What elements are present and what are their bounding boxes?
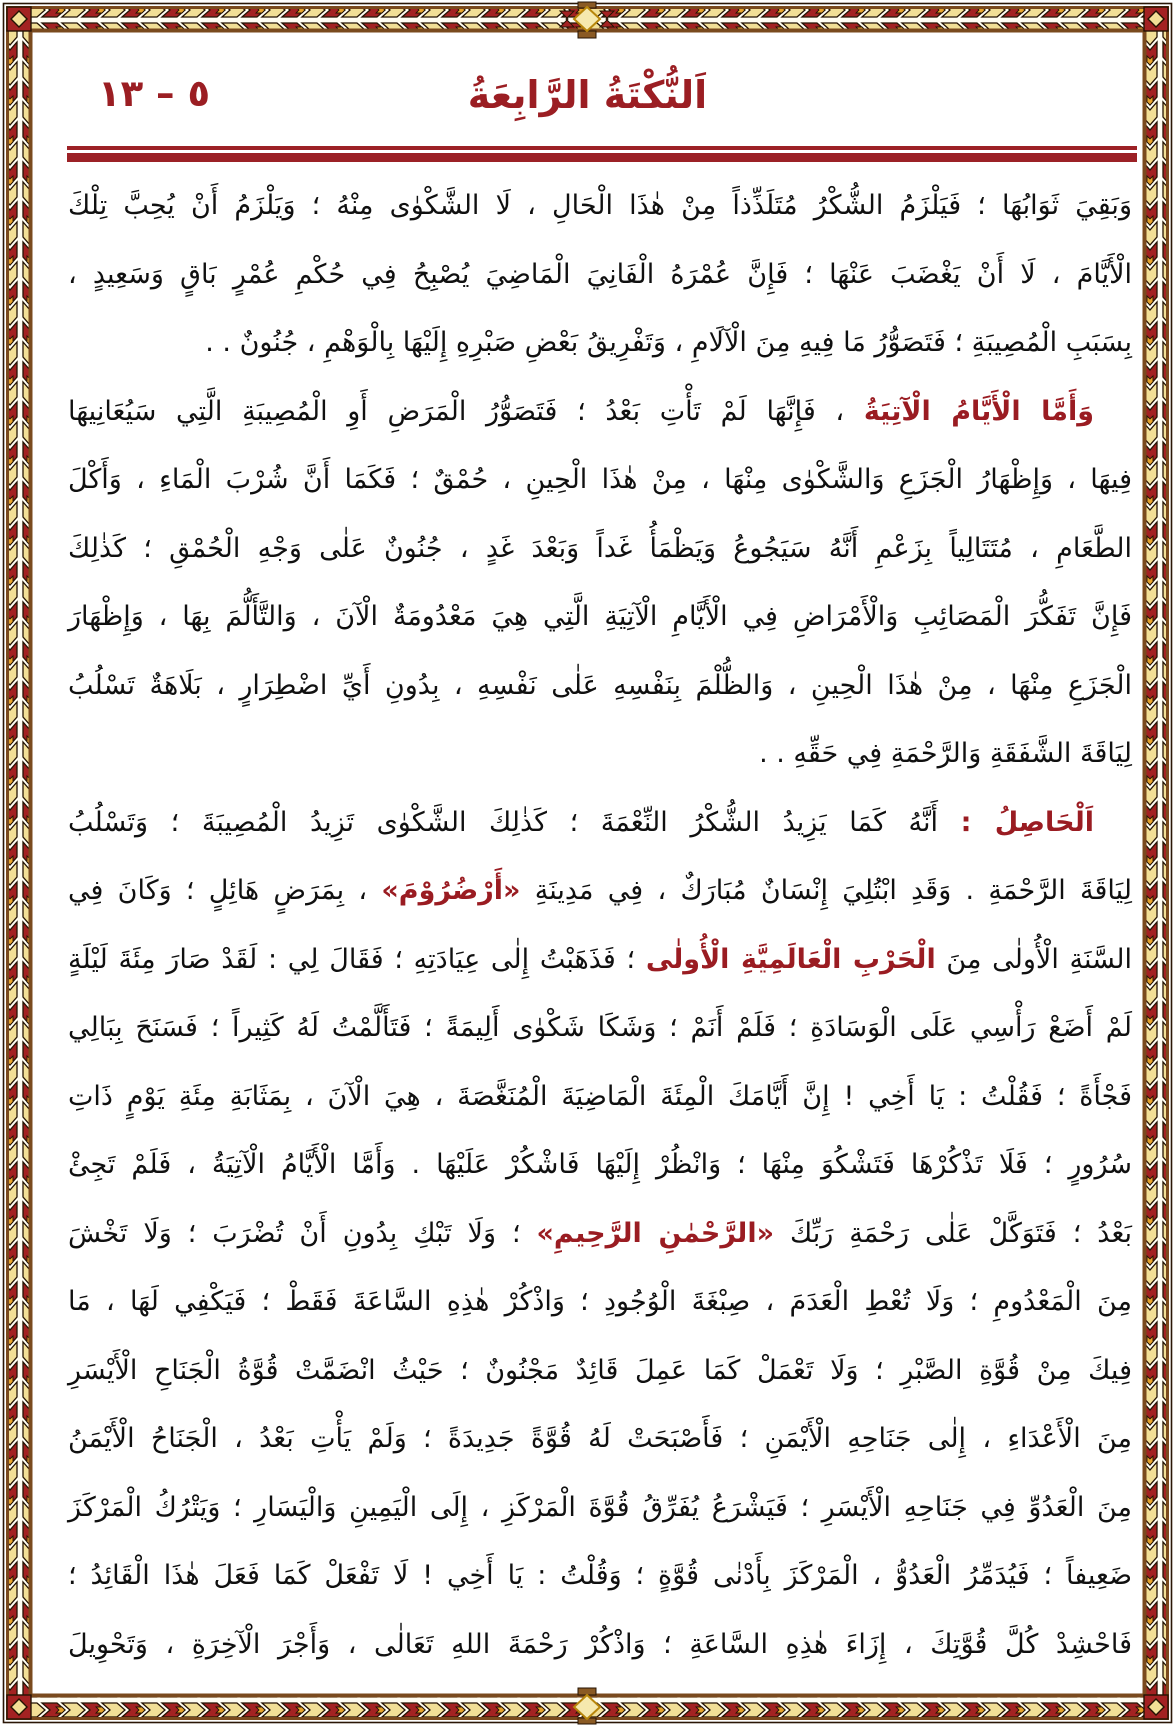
text-line [68, 583, 1132, 652]
text-line [68, 309, 1132, 378]
text-line [68, 857, 1132, 926]
text-line [68, 515, 1132, 584]
text-segment: لِيَاقَةَ الشَّفَقَةِ وَالرَّحْمَةِ فِي حَقِّهِ . . [759, 738, 1132, 769]
text-line [68, 1474, 1132, 1543]
text-line [68, 1063, 1132, 1132]
page-number: ٥ – ١٣ [98, 72, 211, 115]
text-segment: ضَعِيفاً ؛ فَيُدَمِّرُ الْعَدُوُّ ، الْمَرْكَزَ بِأَدْنٰى قُوَّةٍ ؛ وَقُلْتُ : يَا أَخِي ! لَا تَفْعَلْ كَمَا فَعَلَ هٰذَا الْقَائِدُ ؛ [68, 1560, 1132, 1591]
text-line [68, 652, 1132, 721]
highlighted-text-segment: «أَرْضُرُوْمَ» [381, 875, 521, 906]
divider-thick-line [67, 153, 1137, 162]
highlighted-text-segment: الْحَرْبِ الْعَالَمِيَّةِ الْأُولٰى [645, 943, 936, 975]
text-segment: مِنَ الْعَدُوِّ فِي جَنَاحِهِ الْأَيْسَرِ ؛ فَيَشْرَعُ يُفَرِّقُ قُوَّةَ الْمَرْكَزِ ، إِلَى الْيَمِينِ وَالْيَسَارِ ؛ وَيَتْرُكُ الْمَرْكَزَ [68, 1491, 1132, 1523]
text-segment: مِنَ الْمَعْدُومِ ؛ وَلَا تُعْطِ الْعَدَمَ ، صِبْغَةَ الْوُجُودِ ؛ وَاذْكُرْ هٰذِهِ السَّاعَةَ فَقَطْ ؛ فَيَكْفِي لَهَا ، مَا [68, 1286, 1132, 1317]
text-line [68, 994, 1132, 1063]
text-segment: سُرُورٍ ؛ فَلَا تَذْكُرْهَا فَتَشْكُوَ مِنْهَا ؛ وَانْظُرْ إِلَيْهَا فَاشْكُرْ عَلَيْهَا . وَأَمَّا الْأَيَّامُ الْآتِيَةُ ، فَلَمْ تَجِئْ [68, 1149, 1132, 1180]
text-segment: الطَّعَامِ ، مُتَتَالِياً بِزَعْمِ أَنَّهُ سَيَجُوعُ وَيَظْمَأُ غَداً وَبَعْدَ غَدٍ ، جُنُونٌ عَلٰى وَجْهِ الْحُمْقِ ؛ كَذٰلِكَ [68, 532, 1132, 564]
text-line [68, 241, 1132, 310]
text-line [68, 1542, 1132, 1611]
text-segment: لِيَاقَةَ الرَّحْمَةِ . وَقَدِ ابْتُلِيَ إِنْسَانٌ مُبَارَكٌ ، فِي مَدِينَةِ [520, 875, 1133, 906]
text-line [68, 378, 1132, 447]
text-segment: السَّنَةِ الْأُولٰى مِنَ [935, 943, 1132, 975]
text-segment: مِنَ الْأَعْدَاءِ ، إِلٰى جَنَاحِهِ الْأَيْمَنِ ؛ فَأَصْبَحَتْ لَهُ قُوَّةً جَدِيدَةً ؛ وَلَمْ يَأْتِ بَعْدُ ، الْجَنَاحُ الْأَيْمَنُ [68, 1423, 1132, 1454]
text-segment: بِسَبَبِ الْمُصِيبَةِ ؛ فَتَصَوُّرُ مَا فِيهِ مِنَ الْآلَامِ ، وَتَفْرِيقُ بَعْضِ صَبْرِهِ إِلَيْهَا بِالْوَهْمِ ، جُنُونٌ . . [205, 327, 1132, 358]
text-segment: لَمْ أَضَعْ رَأْسِي عَلَى الْوَسَادَةِ ؛ فَلَمْ أَنَمْ ؛ وَشَكَا شَكْوٰى أَلِيمَةً ؛ فَتَأَلَّمْتُ لَهُ كَثِيراً ؛ فَسَنَحَ بِبَالِي [68, 1012, 1132, 1043]
text-line [68, 720, 1132, 789]
text-segment: أَنَّهُ كَمَا يَزِيدُ الشُّكْرُ النِّعْمَةَ ؛ كَذٰلِكَ الشَّكْوٰى تَزِيدُ الْمُصِيبَةَ ؛ وَتَسْلُبُ [68, 806, 961, 838]
text-segment: الْأَيَّامَ ، لَا أَنْ يَغْضَبَ عَنْهَا ؛ فَإِنَّ عُمْرَهُ الْفَانِيَ الْمَاضِيَ يُصْبِحُ فِي حُكْمِ عُمْرٍ بَاقٍ وَسَعِيدٍ ، [68, 258, 1132, 290]
text-line [68, 1611, 1132, 1680]
text-segment: ؛ وَلَا تَبْكِ بِدُونِ أَنْ تُضْرَبَ ؛ وَلَا تَخْشَ [68, 1217, 537, 1249]
text-segment: بَعْدُ ؛ فَتَوَكَّلْ عَلٰى رَحْمَةِ رَبِّكَ [774, 1217, 1132, 1249]
highlighted-text-segment: «الرَّحْمٰنِ الرَّحِيمِ» [536, 1217, 775, 1249]
text-line [68, 172, 1132, 241]
text-segment: فَجْأَةً ؛ فَقُلْتُ : يَا أَخِي ! إِنَّ أَيَّامَكَ الْمِئَةَ الْمَاضِيَةَ الْمُنَغَّصَةَ ، هِيَ الْآنَ ، بِمَثَابَةِ مِئَةِ يَوْمٍ ذَاتِ [68, 1080, 1132, 1112]
text-segment: فَاحْشِدْ كُلَّ قُوَّتِكَ ، إِزَاءَ هٰذِهِ السَّاعَةِ ؛ وَاذْكُرْ رَحْمَةَ اللهِ تَعَالٰى ، وَأَجْرَ الْآخِرَةِ ، وَتَحْوِيلَ [68, 1628, 1132, 1660]
text-line [68, 1200, 1132, 1269]
text-segment: ، فَإِنَّهَا لَمْ تَأْتِ بَعْدُ ؛ فَتَصَوُّرُ الْمَرَضِ أَوِ الْمُصِيبَةِ الَّتِي سَيُعَانِيهَا [68, 395, 864, 427]
section-title: اَلنُّكْتَةُ الرَّابِعَةُ [467, 73, 708, 117]
text-line [68, 1337, 1132, 1406]
text-line [68, 1405, 1132, 1474]
highlighted-text-segment: وَأَمَّا الْأَيَّامُ الْآتِيَةُ [863, 395, 1094, 427]
text-segment: فَإِنَّ تَفَكُّرَ الْمَصَائِبِ وَالْأَمْرَاضِ فِي الْأَيَّامِ الْآتِيَةِ الَّتِي هِيَ مَعْدُومَةٌ الْآنَ ، وَالتَّأَلُّمَ بِهَا ، وَإِظْهَارَ [68, 601, 1132, 632]
text-line [68, 1131, 1132, 1200]
text-segment: وَبَقِيَ ثَوَابُهَا ؛ فَيَلْزَمُ الشُّكْرُ مُتَلَذِّذاً مِنْ هٰذَا الْحَالِ ، لَا الشَّكْوٰى مِنْهُ ؛ وَيَلْزَمُ أَنْ يُحِبَّ تِلْكَ [68, 190, 1132, 221]
text-segment: ؛ فَذَهَبْتُ إِلٰى عِيَادَتِهِ ؛ فَقَالَ لِي : لَقَدْ صَارَ مِئَةَ لَيْلَةٍ [68, 943, 646, 975]
header-divider [67, 146, 1137, 162]
text-segment: فِيكَ مِنْ قُوَّةِ الصَّبْرِ ؛ وَلَا تَعْمَلْ كَمَا عَمِلَ قَائِدٌ مَجْنُونٌ ؛ حَيْثُ انْضَمَّتْ قُوَّةُ الْجَنَاحِ الْأَيْسَرِ [68, 1354, 1132, 1386]
text-line [68, 789, 1132, 858]
highlighted-text-segment: اَلْحَاصِلُ : [960, 806, 1094, 838]
text-line [68, 1268, 1132, 1337]
text-segment: ، بِمَرَضٍ هَائِلٍ ؛ وَكَانَ فِي [68, 875, 382, 906]
text-segment: فِيهَا ، وَإِظْهَارُ الْجَزَعِ وَالشَّكْوٰى مِنْهَا ، مِنْ هٰذَا الْحِينِ ، حُمْقٌ ؛ فَكَمَا أَنَّ شُرْبَ الْمَاءِ ، وَأَكْلَ [68, 464, 1132, 495]
text-line [68, 446, 1132, 515]
body-text [68, 172, 1132, 1679]
text-segment: الْجَزَعِ مِنْهَا ، مِنْ هٰذَا الْحِينِ ، وَالظُّلْمَ بِنَفْسِهِ عَلٰى نَفْسِهِ ، بِدُونِ أَيِّ اضْطِرَارٍ ، بَلَاهَةٌ تَسْلُبُ [68, 669, 1132, 701]
text-line [68, 926, 1132, 995]
page-header [40, 58, 1135, 138]
